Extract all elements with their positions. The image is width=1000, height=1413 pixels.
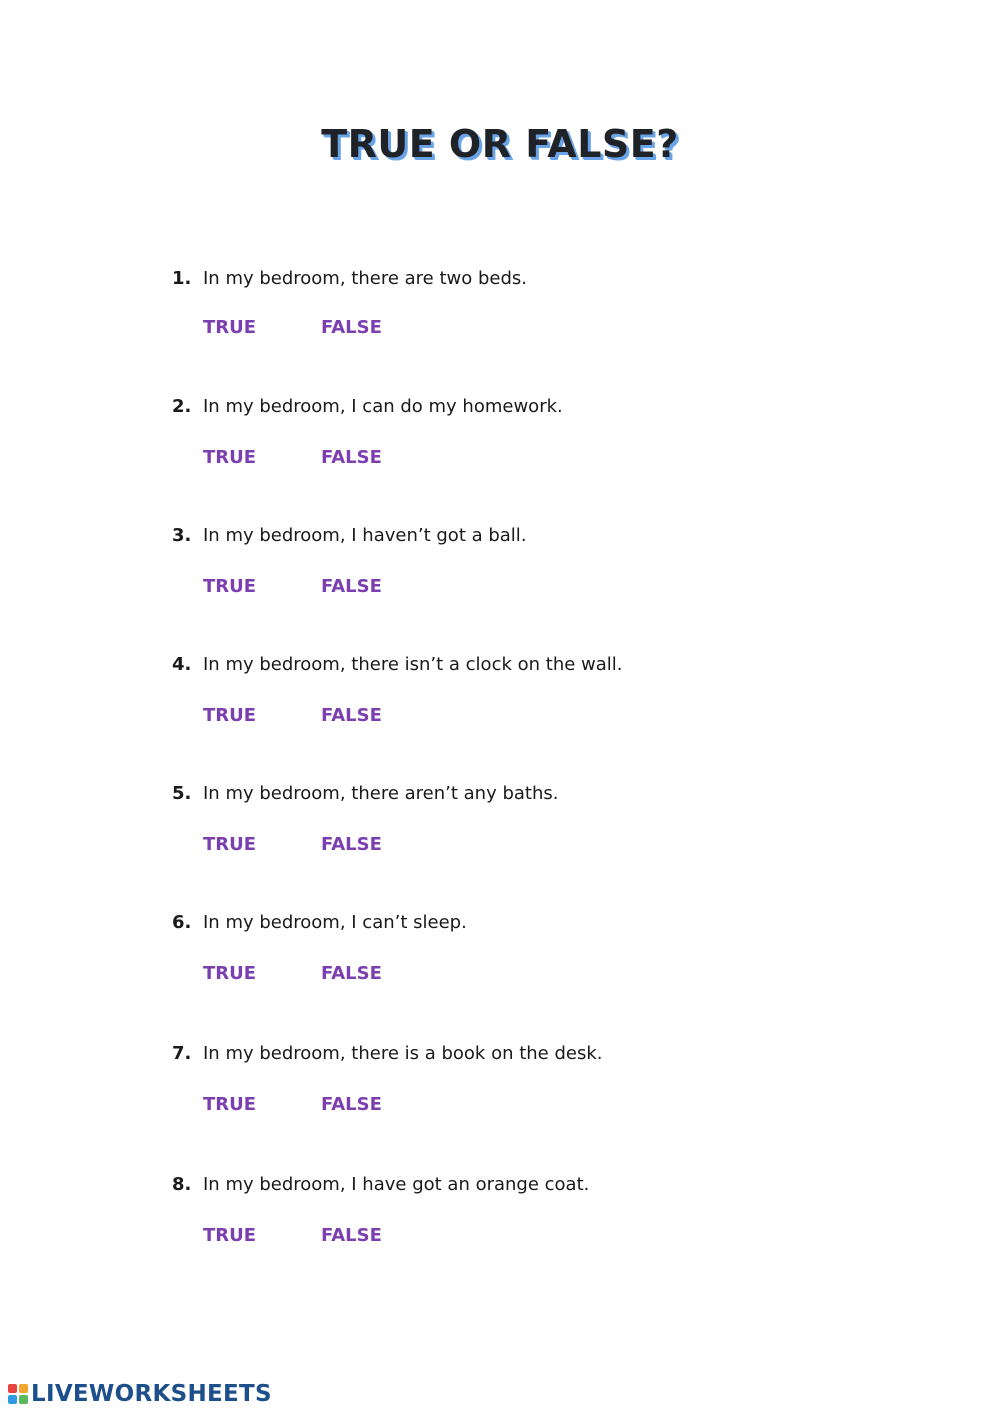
question-item (172, 1043, 872, 1163)
true-option[interactable]: TRUE (203, 317, 257, 338)
question-number: 2. (172, 396, 192, 417)
question-line (172, 268, 527, 289)
false-option[interactable]: FALSE (321, 1225, 382, 1246)
worksheet-title: TRUE OR FALSE? (321, 122, 679, 166)
question-line (172, 783, 558, 804)
question-line (172, 1043, 603, 1064)
question-item (172, 396, 872, 516)
logo-square (8, 1395, 17, 1404)
question-text: In my bedroom, there are two beds. (203, 268, 527, 289)
logo-square (8, 1384, 17, 1393)
question-line (172, 654, 623, 675)
question-line (172, 525, 527, 546)
question-text: In my bedroom, I can’t sleep. (203, 912, 467, 933)
question-item (172, 654, 872, 774)
question-text: In my bedroom, I can do my homework. (203, 396, 563, 417)
question-line (172, 396, 563, 417)
false-option[interactable]: FALSE (321, 1094, 382, 1115)
false-option[interactable]: FALSE (321, 576, 382, 597)
false-option[interactable]: FALSE (321, 705, 382, 726)
question-text: In my bedroom, I haven’t got a ball. (203, 525, 527, 546)
true-option[interactable]: TRUE (203, 834, 257, 855)
question-number: 3. (172, 525, 192, 546)
brand-name: LIVEWORKSHEETS (31, 1381, 272, 1407)
false-option[interactable]: FALSE (321, 834, 382, 855)
question-number: 4. (172, 654, 192, 675)
true-option[interactable]: TRUE (203, 576, 257, 597)
question-item (172, 912, 872, 1032)
false-option[interactable]: FALSE (321, 447, 382, 468)
true-option[interactable]: TRUE (203, 705, 257, 726)
question-item (172, 1174, 872, 1294)
question-text: In my bedroom, there isn’t a clock on the wall. (203, 654, 623, 675)
logo-square (19, 1384, 28, 1393)
logo-square (19, 1395, 28, 1404)
question-line (172, 912, 467, 933)
question-number: 5. (172, 783, 192, 804)
true-option[interactable]: TRUE (203, 963, 257, 984)
liveworksheets-logo-icon (8, 1384, 28, 1404)
liveworksheets-brand[interactable] (8, 1380, 272, 1408)
question-line (172, 1174, 589, 1195)
false-option[interactable]: FALSE (321, 963, 382, 984)
question-item (172, 783, 872, 903)
question-text: In my bedroom, I have got an orange coat. (203, 1174, 590, 1195)
question-number: 6. (172, 912, 192, 933)
question-number: 8. (172, 1174, 192, 1195)
question-item (172, 268, 872, 388)
true-option[interactable]: TRUE (203, 1225, 257, 1246)
false-option[interactable]: FALSE (321, 317, 382, 338)
question-number: 1. (172, 268, 192, 289)
true-option[interactable]: TRUE (203, 1094, 257, 1115)
true-option[interactable]: TRUE (203, 447, 257, 468)
question-text: In my bedroom, there aren’t any baths. (203, 783, 559, 804)
question-text: In my bedroom, there is a book on the desk. (203, 1043, 603, 1064)
question-item (172, 525, 872, 645)
question-number: 7. (172, 1043, 192, 1064)
